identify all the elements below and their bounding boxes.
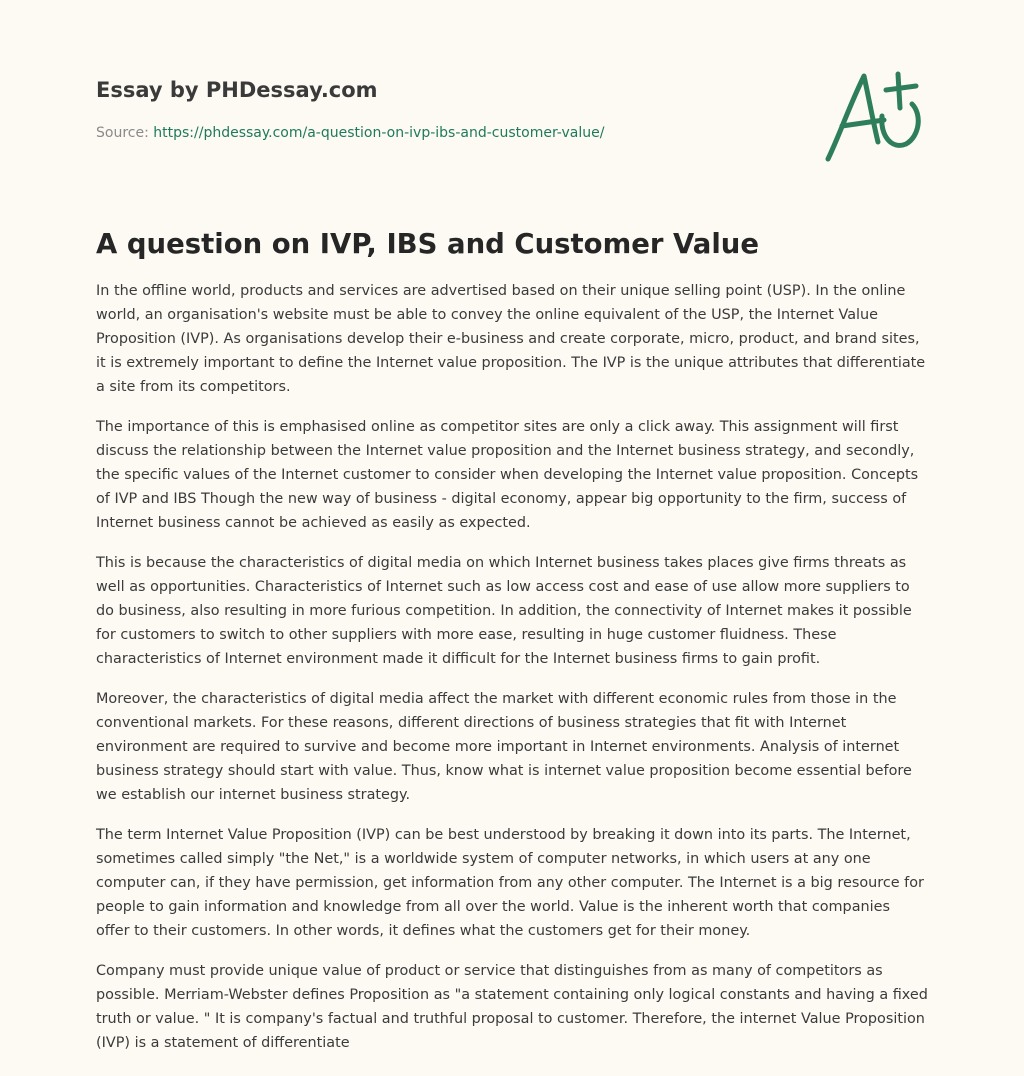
article-paragraph: Company must provide unique value of product or service that distinguishes from as many of competitors as possible. Merriam-Webster defines Proposition as "a statement containing only logical constants and having a fixed truth or value. " It is company's factual and truthful proposal to customer. Therefore, the internet Value Proposition (IVP) is a statement of differentiate [96,963,928,1051]
source-link[interactable]: https://phdessay.com/a-question-on-ivp-ibs-and-customer-value/ [153,125,605,141]
source-label: Source: [96,125,149,141]
article-paragraph: In the offline world, products and services are advertised based on their unique selling point (USP). In the online world, an organisation's website must be able to convey the online equivalent of the USP, the Internet Value Proposition (IVP). As organisations develop their e-business and create corporate, micro, product, and brand sites, it is extremely important to define the Internet value proposition. The IVP is the unique attributes that differentiate a site from its competitors. [96,283,926,395]
site-title: Essay by PHDessay.com [96,78,378,102]
source-line [96,123,796,143]
article-paragraph: Moreover, the characteristics of digital media affect the market with different economic rules from those in the conventional markets. For these reasons, different directions of business strategies that fit with Internet environment are required to survive and become more important in Internet environments. Analysis of internet business strategy should start with value. Thus, know what is internet value proposition become essential before we establish our internet business strategy. [96,691,912,803]
article-paragraph: This is because the characteristics of digital media on which Internet business takes places give firms threats as well as opportunities. Characteristics of Internet such as low access cost and ease of use allow more suppliers to do business, also resulting in more furious competition. In addition, the connectivity of Internet makes it possible for customers to switch to other suppliers with more ease, resulting in huge customer fluidness. These characteristics of Internet environment made it difficult for the Internet business firms to gain profit. [96,555,912,667]
article [96,224,928,1071]
page-header [96,74,796,143]
article-paragraph: The importance of this is emphasised online as competitor sites are only a click away. This assignment will first discuss the relationship between the Internet value proposition and the Internet business strategy, and secondly, the specific values of the Internet customer to consider when developing the Internet value proposition. Concepts of IVP and IBS Though the new way of business - digital economy, appear big opportunity to the firm, success of Internet business cannot be achieved as easily as expected. [96,419,919,531]
article-title: A question on IVP, IBS and Customer Value [96,228,760,260]
article-paragraph: The term Internet Value Proposition (IVP) can be best understood by breaking it down into its parts. The Internet, sometimes called simply "the Net," is a worldwide system of computer networks, in which users at any one computer can, if they have permission, get information from any other computer. The Internet is a big resource for people to gain information and knowledge from all over the world. Value is the inherent worth that companies offer to their customers. In other words, it defines what the customers get for their money. [96,827,924,939]
a-plus-logo-icon [820,64,930,164]
